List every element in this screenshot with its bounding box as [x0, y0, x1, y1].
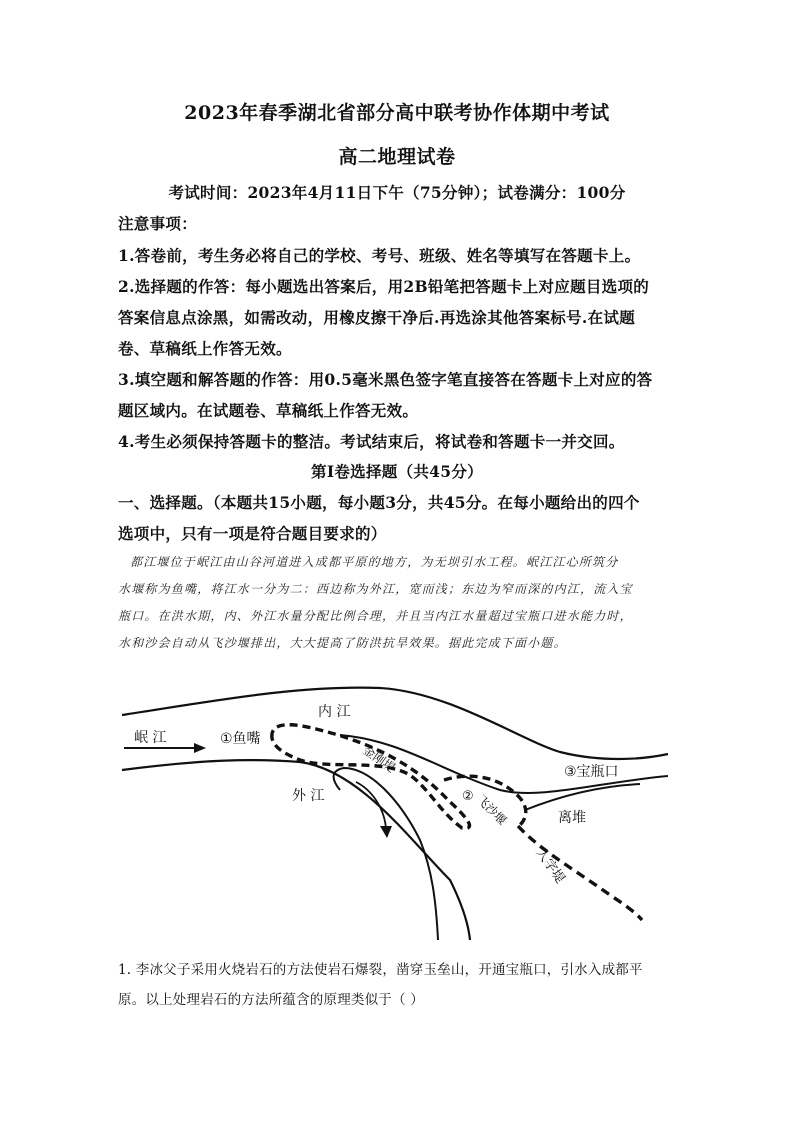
inner-bank [340, 735, 668, 793]
jingangdi-dashed [272, 725, 470, 829]
note-item-3: 3.填空题和解答题的作答：用0.5毫米黑色签字笔直接答在答题卡上对应的答 [118, 370, 653, 389]
section-title: 第Ⅰ卷选择题（共45分） [311, 462, 483, 481]
waijiang-arrow-line [356, 782, 386, 828]
note-item-3-cont: 题区域内。在试题卷、草稿纸上作答无效。 [118, 401, 419, 420]
label-jingangdi: 金刚堤 [360, 742, 398, 776]
renzidi-dashed [518, 826, 642, 920]
feishayan-dashed [444, 776, 526, 825]
note-item-1: 1.答卷前，考生务必将自己的学校、考号、班级、姓名等填写在答题卡上。 [118, 246, 641, 265]
label-baopingkou: ③宝瓶口 [564, 764, 619, 780]
arrow-head-icon [380, 826, 392, 838]
label-renzidi: 人字堤 [532, 845, 568, 887]
passage-line-4: 水和沙会自动从飞沙堰排出，大大提高了防洪抗旱效果。据此完成下面小题。 [118, 636, 567, 650]
label-yuzui: ①鱼嘴 [220, 731, 261, 747]
note-item-2: 2.选择题的作答：每小题选出答案后，用2B铅笔把答题卡上对应题目选项的 [118, 277, 650, 296]
south-bank [122, 760, 470, 940]
notes-heading: 注意事项： [118, 214, 198, 233]
exam-title: 2023年春季湖北省部分高中联考协作体期中考试 [184, 102, 610, 124]
section-intro-2: 选项中，只有一项是符合题目要求的） [118, 524, 387, 543]
exam-subtitle: 高二地理试卷 [338, 146, 456, 168]
exam-info: 考试时间：2023年4月11日下午（75分钟）；试卷满分：100分 [168, 183, 626, 202]
label-neijiang: 内 江 [318, 704, 351, 720]
label-lidui: 离堆 [558, 810, 586, 826]
north-bank [122, 688, 668, 759]
note-item-4: 4.考生必须保持答题卡的整洁。考试结束后，将试卷和答题卡一并交回。 [118, 432, 625, 451]
lidui-bank [525, 784, 640, 810]
question-1-line-2: 原。以上处理岩石的方法所蕴含的原理类似于（ ） [118, 992, 424, 1008]
passage-line-3: 瓶口。在洪水期，内、外江水量分配比例合理，并且当内江水量超过宝瓶口进水能力时， [118, 609, 633, 623]
note-item-2-cont: 答案信息点涂黑，如需改动，用橡皮擦干净后.再选涂其他答案标号.在试题 [118, 308, 635, 327]
minjiang-arrow-icon [194, 743, 206, 753]
note-item-2-end: 卷、草稿纸上作答无效。 [118, 339, 292, 358]
passage-line-2: 水堰称为鱼嘴，将江水一分为二：西边称为外江，宽而浅；东边为窄而深的内江，流入宝 [118, 582, 633, 596]
label-minjiang: 岷 江 [134, 730, 167, 746]
label-waijiang: 外 江 [292, 788, 325, 804]
island-tip [334, 768, 438, 940]
passage-line-1: 都江堰位于岷江由山谷河道进入成都平原的地方，为无坝引水工程。岷江江心所筑分 [130, 555, 619, 569]
question-1-line-1: 1. 李冰父子采用火烧岩石的方法使岩石爆裂，凿穿玉垒山，开通宝瓶口，引水入成都平 [118, 962, 643, 978]
label-feishayan-num: ② [462, 789, 474, 804]
section-intro-1: 一、选择题。（本题共15小题，每小题3分，共45分。在每小题给出的四个 [118, 493, 640, 512]
label-feishayan: 飞沙堰 [473, 792, 510, 828]
